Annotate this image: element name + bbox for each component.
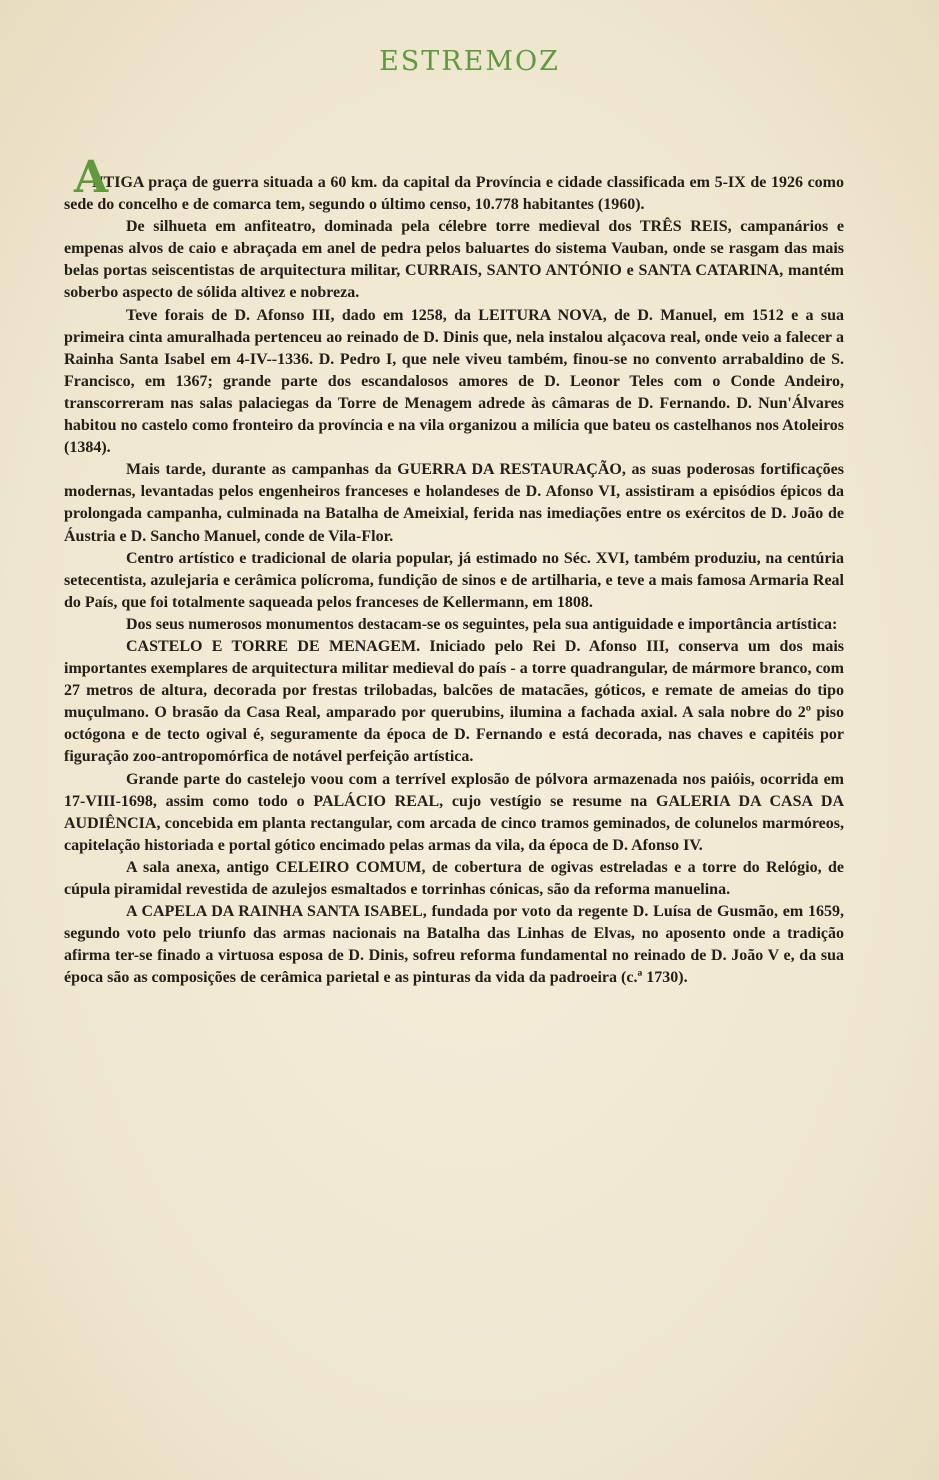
paragraph: Mais tarde, durante as campanhas da GUERRA DA RESTAURAÇÃO, as suas poderosas fortificações modernas, levantadas pelos engenheiros franceses e holandeses de D. Afonso VI, assistiram a episódios épicos da prolongada campanha, culminada na Batalha de Ameixial, ferida nas imediações entre os exércitos de D. João de Áustria e D. Sancho Manuel, conde de Vila-Flor. xyxy=(64,461,844,545)
paragraph: Centro artístico e tradicional de olaria popular, já estimado no Séc. XVI, também produziu, na centúria setecentista, azulejaria e cerâmica polícroma, fundição de sinos e de artilharia, e teve a mais famosa Armaria Real do País, que foi totalmente saqueada pelos franceses de Kellermann, em 1808. xyxy=(64,549,844,611)
paragraph: A sala anexa, antigo CELEIRO COMUM, de cobertura de ogivas estreladas e a torre do Relógio, de cúpula piramidal revestida de azulejos esmaltados e torrinhas cónicas, são da reforma manuelina. xyxy=(64,858,844,898)
paragraph: Grande parte do castelejo voou com a terrível explosão de pólvora armazenada nos paióis, ocorrida em 17-VIII-1698, assim como todo o PALÁCIO REAL, cujo vestígio se resume na GALERIA DA CASA DA AUDIÊNCIA, concebida em planta rectangular, com arcada de cinco tramos geminados, de colunelos marmóreos, capitelação historiada e portal gótico encimado pelas armas da vila, da época de D. Afonso IV. xyxy=(64,770,844,854)
paragraph: Dos seus numerosos monumentos destacam-se os seguintes, pela sua antiguidade e importância artística: xyxy=(126,615,838,633)
page-title: ESTREMOZ xyxy=(379,46,560,77)
paragraph: Teve forais de D. Afonso III, dado em 1258, da LEITURA NOVA, de D. Manuel, em 1512 e a sua primeira cinta amuralhada pertenceu ao reinado de D. Dinis que, nela instalou alçacova real, onde veio a falecer a Rainha Santa Isabel em 4-IV--1336. D. Pedro I, que nele viveu também, finou-se no convento arrabaldino de S. Francisco, em 1367; grande parte dos escandalosos amores de D. Leonor Teles com o Conde Andeiro, transcorreram nas salas palaciegas da Torre de Menagem adrede às câmaras de D. Fernando. D. Nun'Álvares habitou no castelo como fronteiro da província e na vila organizou a milícia que bateu os castelhanos nos Atoleiros (1384). xyxy=(64,306,844,457)
paragraph: A CAPELA DA RAINHA SANTA ISABEL, fundada por voto da regente D. Luísa de Gusmão, em 1659, segundo voto pelo triunfo das armas nacionais na Batalha das Linhas de Elvas, no aposento onde a tradição afirma ter-se finado a virtuosa esposa de D. Dinis, sofreu reforma fundamental no reinado de D. João V e, da sua época são as composições de cerâmica parietal e as pinturas da vida da padroeira (c.ª 1730). xyxy=(64,903,844,987)
body-text xyxy=(64,152,844,989)
paragraph: De silhueta em anfiteatro, dominada pela célebre torre medieval dos TRÊS REIS, campanários e empenas alvos de caio e abraçada em anel de pedra pelos baluartes do sistema Vauban, onde se rasgam das mais belas portas seiscentistas de arquitectura militar, CURRAIS, SANTO ANTÓNIO e SANTA CATARINA, mantém soberbo aspecto de sólida altivez e nobreza. xyxy=(64,218,844,302)
paragraph: CASTELO E TORRE DE MENAGEM. Iniciado pelo Rei D. Afonso III, conserva um dos mais importantes exemplares de arquitectura militar medieval do país - a torre quadrangular, de mármore branco, com 27 metros de altura, decorada por frestas trilobadas, balcões de matacães, góticos, e remate de ameias do tipo muçulmano. O brasão da Casa Real, amparado por querubins, ilumina a fachada axial. A sala nobre do 2º piso octógona e de tecto ogival é, seguramente da época de D. Fernando e está decorada, nas chaves e capitéis por figuração zoo-antropomórfica de notável perfeição artística. xyxy=(64,637,844,766)
drop-cap: A xyxy=(74,152,109,203)
paragraph: NTIGA praça de guerra situada a 60 km. da capital da Província e cidade classificada em 5-IX de 1926 como sede do concelho e de comarca tem, segundo o último censo, 10.778 habitantes (1960). xyxy=(64,174,844,214)
